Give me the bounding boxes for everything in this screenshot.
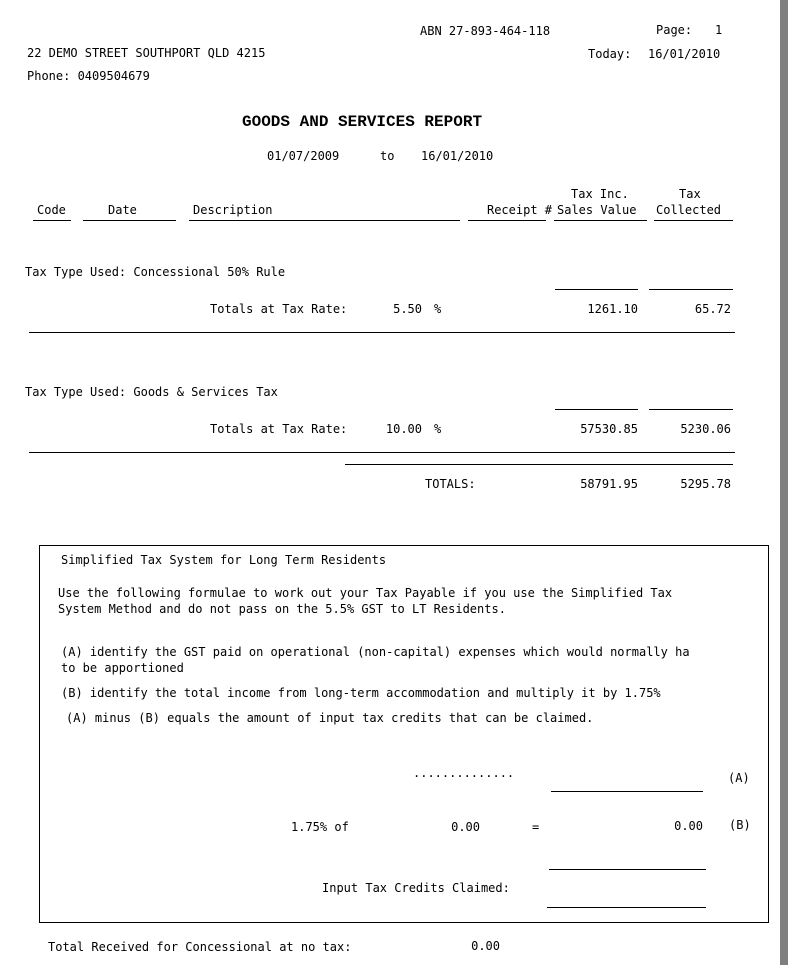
group-tax-total: 65.72 [694, 302, 731, 316]
marker-a: (A) [728, 771, 750, 785]
entry-dots: .............. [413, 766, 515, 780]
column-receipt-rule [468, 220, 546, 221]
tax-rate: 10.00 [385, 422, 422, 436]
column-sales-rule [554, 220, 647, 221]
company-phone: Phone: 0409504679 [27, 69, 150, 83]
column-code: Code [37, 203, 66, 217]
period-from: 01/07/2009 [267, 149, 340, 163]
column-sales-line1: Tax Inc. [571, 187, 629, 201]
step-b: (B) identify the total income from long-term accommodation and multiply it by 1.75% [61, 686, 661, 700]
base-value: 0.00 [451, 820, 480, 834]
percent-sign: % [434, 302, 442, 316]
amount-b-line [549, 869, 706, 870]
grand-sales-total: 58791.95 [580, 477, 638, 491]
column-description-rule [189, 220, 460, 221]
concessional-value: 0.00 [471, 939, 500, 953]
marker-b: (B) [729, 818, 751, 832]
subtotal-rule [555, 289, 638, 290]
credits-line [547, 907, 706, 908]
column-sales-line2: Sales Value [557, 203, 637, 217]
window-scrollbar-edge [780, 0, 788, 965]
column-date: Date [108, 203, 137, 217]
group-sales-total: 1261.10 [587, 302, 638, 316]
subtotal-rule [649, 409, 733, 410]
abn-number: ABN 27-893-464-118 [420, 24, 551, 38]
page-number: 1 [715, 23, 723, 37]
percent-sign: % [434, 422, 442, 436]
column-description: Description [193, 203, 273, 217]
column-receipt: Receipt # [486, 203, 552, 217]
step-a-line2: to be apportioned [61, 661, 184, 675]
page-label: Page: [656, 23, 693, 37]
tax-rate: 5.50 [393, 302, 422, 316]
group-separator [29, 332, 735, 333]
period-to-label: to [380, 149, 395, 163]
simplified-heading: Simplified Tax System for Long Term Residents [61, 553, 387, 567]
subtotal-rule [555, 409, 638, 410]
column-tax-rule [654, 220, 733, 221]
column-tax-line2: Collected [656, 203, 722, 217]
credits-label: Input Tax Credits Claimed: [322, 881, 510, 895]
report-title: GOODS AND SERVICES REPORT [242, 113, 483, 131]
column-code-rule [33, 220, 71, 221]
totals-label: Totals at Tax Rate: [210, 422, 348, 436]
group-separator [29, 452, 735, 453]
equals-sign: = [532, 820, 540, 834]
totals-label: Totals at Tax Rate: [210, 302, 348, 316]
subtotal-rule [649, 289, 733, 290]
concessional-label: Total Received for Concessional at no tax: [48, 940, 352, 954]
simplified-intro-line1: Use the following formulae to work out your Tax Payable if you use the Simplified Tax [58, 586, 673, 600]
group-heading: Tax Type Used: Concessional 50% Rule [25, 265, 286, 279]
amount-a-line [551, 791, 703, 792]
today-date: 16/01/2010 [648, 47, 721, 61]
period-to: 16/01/2010 [421, 149, 494, 163]
group-heading: Tax Type Used: Goods & Services Tax [25, 385, 278, 399]
step-c: (A) minus (B) equals the amount of input tax credits that can be claimed. [66, 711, 594, 725]
group-tax-total: 5230.06 [680, 422, 731, 436]
grand-totals-label: TOTALS: [425, 477, 476, 491]
group-sales-total: 57530.85 [580, 422, 638, 436]
today-label: Today: [588, 47, 632, 61]
grand-tax-total: 5295.78 [680, 477, 731, 491]
column-date-rule [83, 220, 176, 221]
column-tax-line1: Tax [679, 187, 701, 201]
step-a-line1: (A) identify the GST paid on operational (non-capital) expenses which would normally ha [61, 645, 690, 659]
simplified-intro-line2: System Method and do not pass on the 5.5% GST to LT Residents. [58, 602, 506, 616]
rate-label: 1.75% of [291, 820, 349, 834]
company-address: 22 DEMO STREET SOUTHPORT QLD 4215 [27, 46, 266, 60]
simplified-tax-panel [39, 545, 769, 923]
grand-total-rule [345, 464, 733, 465]
result-value: 0.00 [674, 819, 703, 833]
